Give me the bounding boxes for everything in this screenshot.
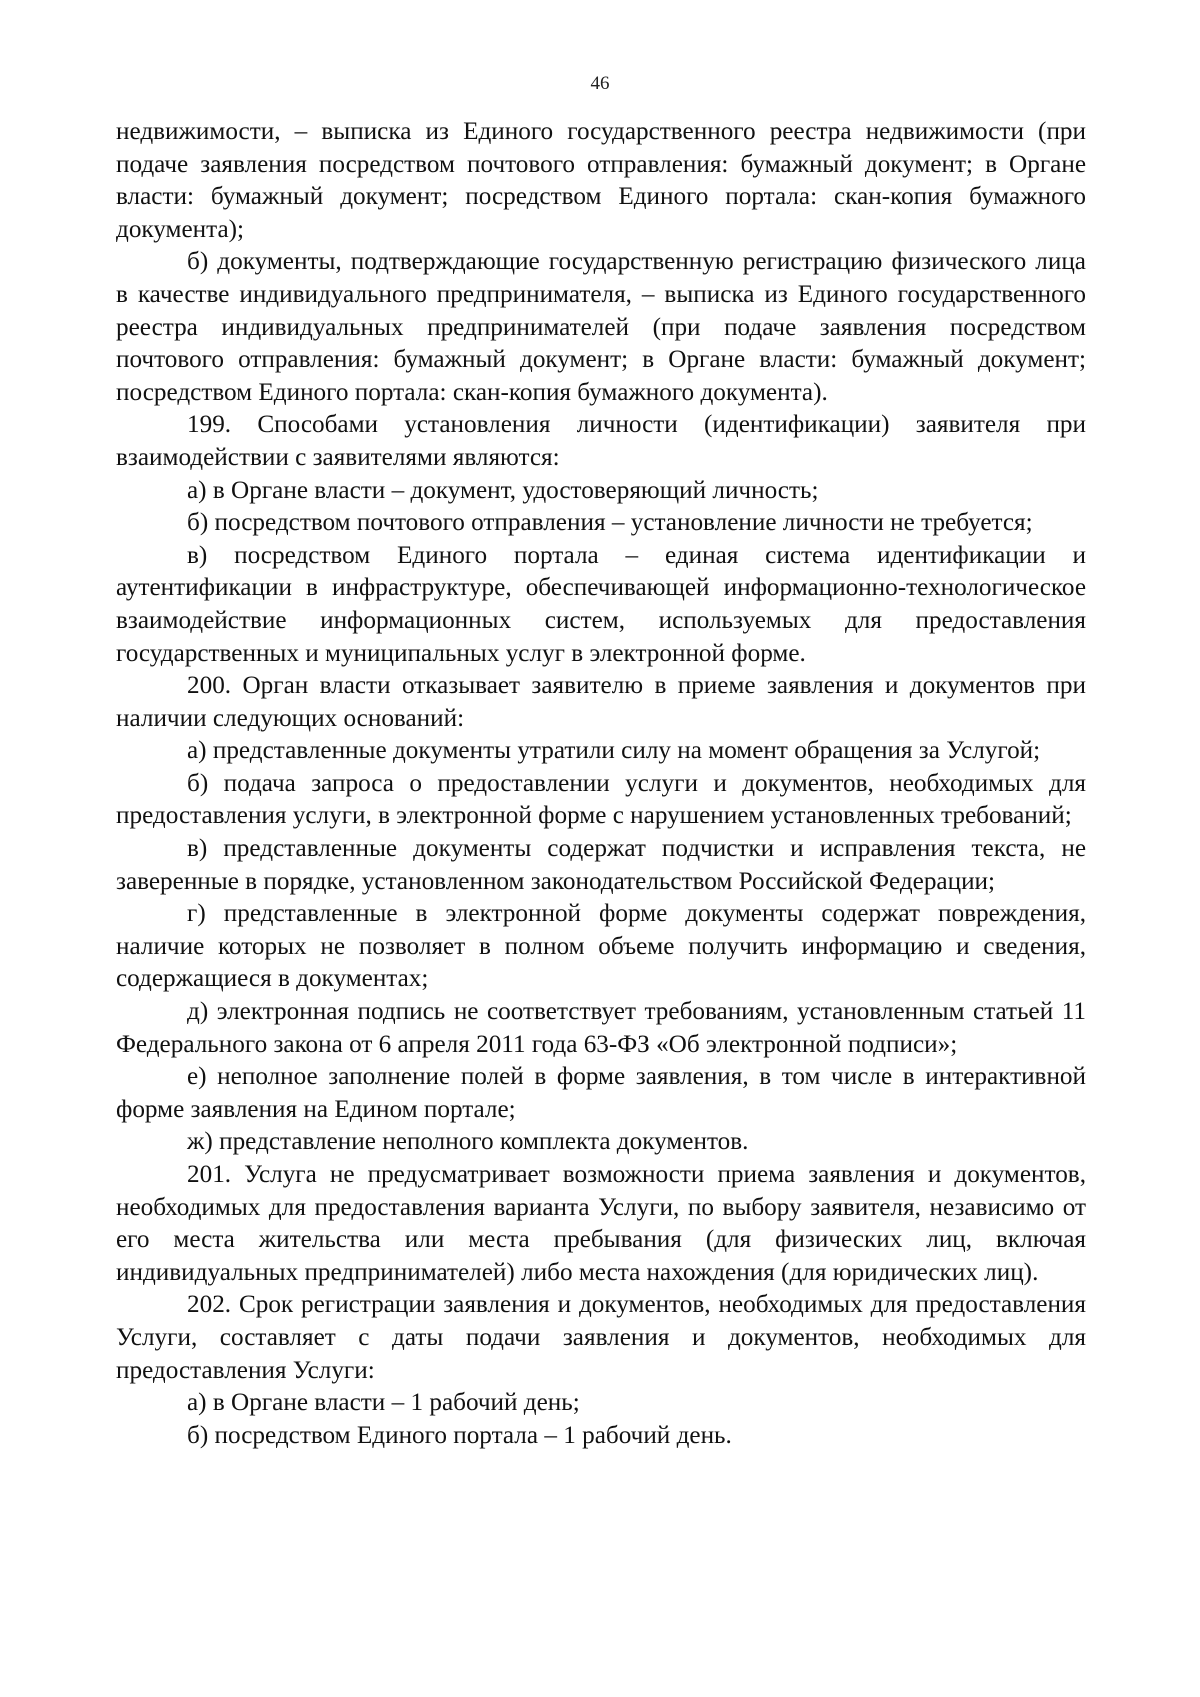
page-number: 46	[590, 73, 610, 94]
paragraph-199-v: в) посредством Единого портала – единая система идентификации и аутентификации в инфраструктуре, обеспечивающей информационно-технологическое взаимодействие информационных систем, используемых для предоставления государственных и муниципальных услуг в электронной форме.	[116, 541, 1086, 667]
paragraph-200-a: а) представленные документы утратили силу на момент обращения за Услугой;	[187, 737, 1041, 765]
paragraph-200-e: е) неполное заполнение полей в форме заявления, в том числе в интерактивной форме заявления на Едином портале;	[116, 1063, 1086, 1123]
paragraph-200-b: б) подача запроса о предоставлении услуги и документов, необходимых для предоставления услуги, в электронной форме с нарушением установленных требований;	[116, 769, 1086, 830]
paragraph-200-d: д) электронная подпись не соответствует требованиям, установленным статьей 11 Федерального закона от 6 апреля 2011 года 63-ФЗ «Об электронной подписи»;	[116, 998, 1086, 1058]
paragraph-200-g: г) представленные в электронной форме документы содержат повреждения, наличие которых не позволяет в полном объеме получить информацию и сведения, содержащиеся в документах;	[116, 900, 1086, 993]
paragraph-199: 199. Способами установления личности (идентификации) заявителя при взаимодействии с заявителями являются:	[116, 411, 1086, 471]
paragraph-200-v: в) представленные документы содержат подчистки и исправления текста, не заверенные в порядке, установленном законодательством Российской Федерации;	[116, 835, 1086, 895]
paragraph-202: 202. Срок регистрации заявления и документов, необходимых для предоставления Услуги, составляет с даты подачи заявления и документов, необходимых для предоставления Услуги:	[116, 1291, 1086, 1384]
paragraph-201: 201. Услуга не предусматривает возможности приема заявления и документов, необходимых для предоставления варианта Услуги, по выбору заявителя, независимо от его места жительства или места пребывания (для физических лиц, включая индивидуальных предпринимателей) либо места нахождения (для юридических лиц).	[116, 1161, 1086, 1286]
paragraph-199-b: б) посредством почтового отправления – установление личности не требуется;	[187, 509, 1033, 537]
paragraph-202-b: б) посредством Единого портала – 1 рабочий день.	[187, 1421, 732, 1449]
paragraph-continuation: недвижимости, – выписка из Единого государственного реестра недвижимости (при подаче заявления посредством почтового отправления: бумажный документ; в Органе власти: бумажный документ; посредством Единого портала: скан-копия бумажного документа);	[116, 118, 1086, 243]
document-body	[116, 116, 1086, 1452]
paragraph-199-a: а) в Органе власти – документ, удостоверяющий личность;	[187, 476, 819, 504]
paragraph-200: 200. Орган власти отказывает заявителю в приеме заявления и документов при наличии следующих оснований:	[116, 672, 1086, 732]
paragraph-200-zh: ж) представление неполного комплекта документов.	[187, 1128, 749, 1156]
paragraph-202-a: а) в Органе власти – 1 рабочий день;	[187, 1389, 580, 1417]
paragraph-item-b-individual-entrepreneur: б) документы, подтверждающие государственную регистрацию физического лица в качестве индивидуального предпринимателя, – выписка из Единого государственного реестра индивидуальных предпринимателей (при подаче заявления посредством почтового отправления: бумажный документ; в Органе власти: бумажный документ; посредством Единого портала: скан-копия бумажного документа).	[116, 248, 1086, 406]
